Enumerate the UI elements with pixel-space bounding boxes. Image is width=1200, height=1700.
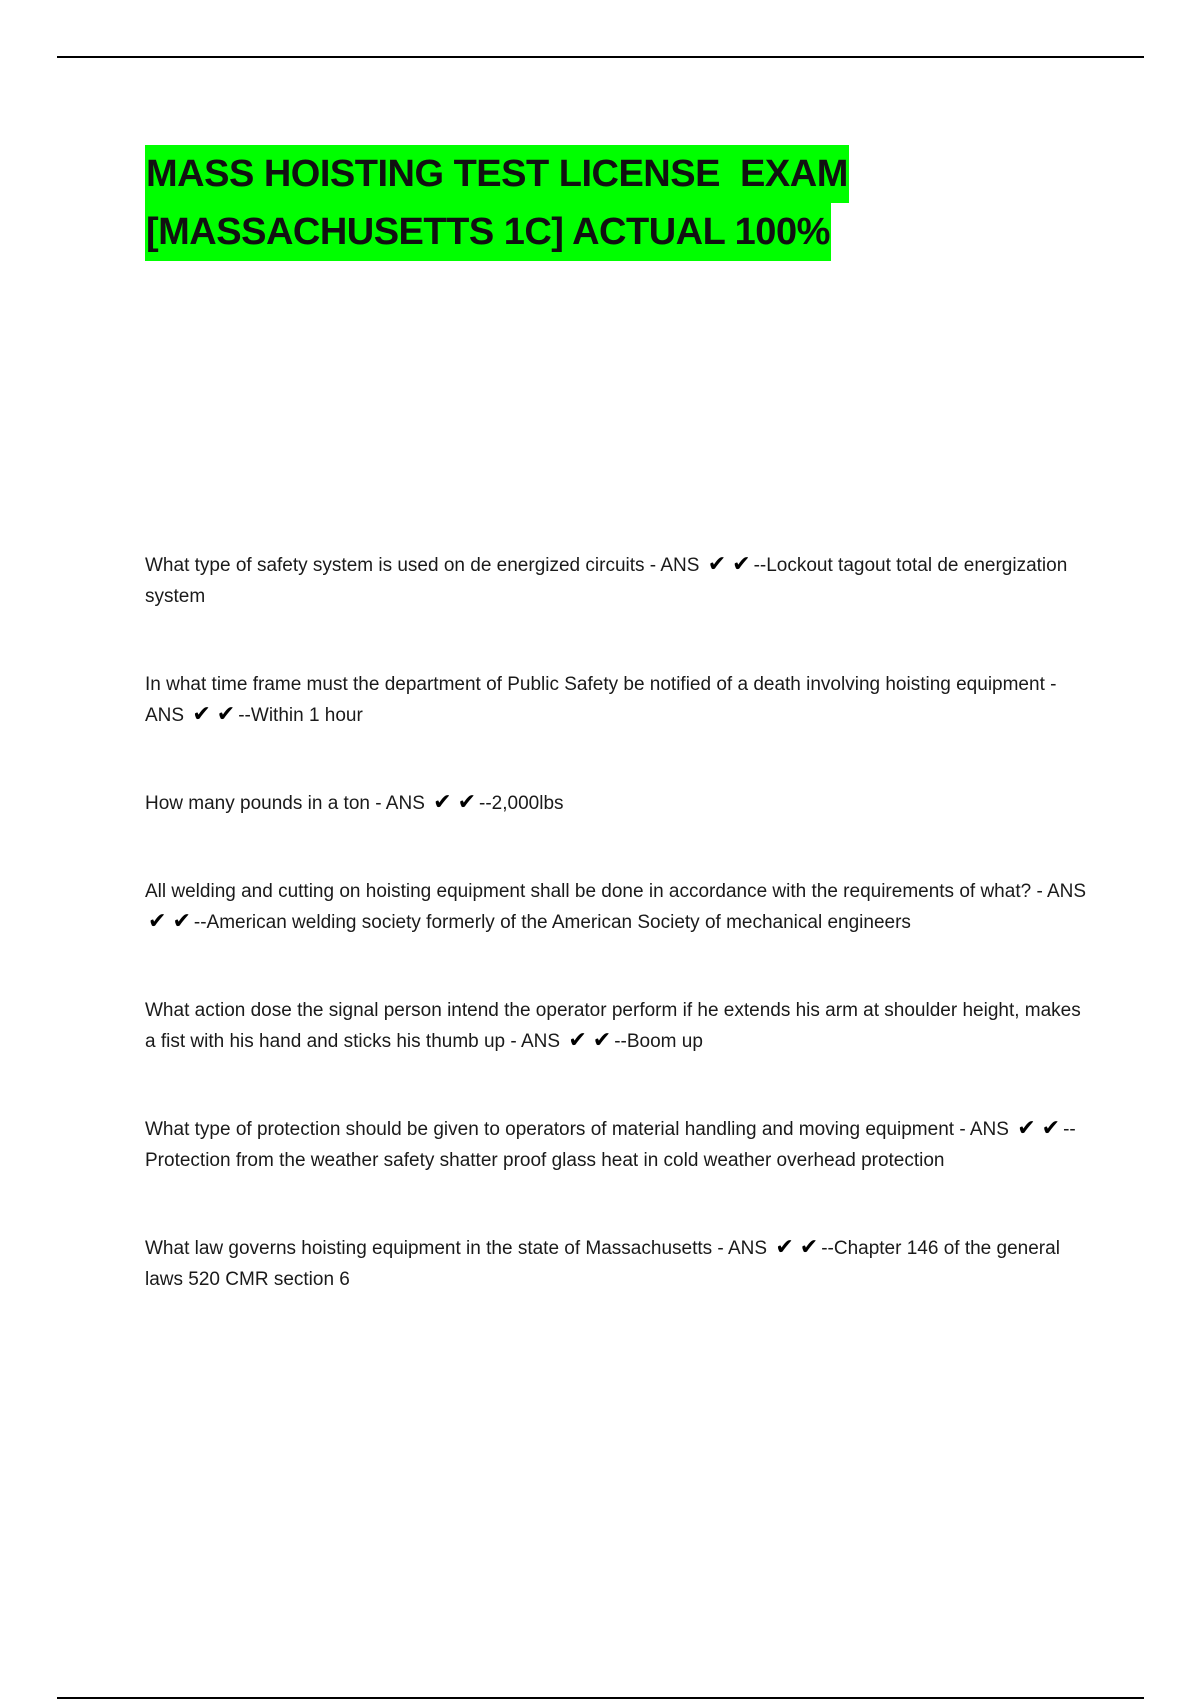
title-line-2: [MASSACHUSETTS 1C] ACTUAL 100% [145,203,831,261]
question-text: What type of safety system is used on de energized circuits - ANS [145,555,700,576]
question-text: What type of protection should be given to operators of material handling and moving equipment - ANS [145,1119,1009,1140]
qa-item [145,1233,1090,1295]
answer-text: --Within 1 hour [238,705,363,726]
check-icon: ✔ [775,1235,794,1260]
answer-text: --Chapter 146 of the general laws 520 CMR section 6 [145,1238,1060,1290]
footer-rule [57,1697,1144,1699]
qa-item [145,1114,1090,1176]
qa-list [145,550,1090,1295]
check-icon: ✔ [732,552,751,577]
question-text: In what time frame must the department of Public Safety be notified of a death involving hoisting equipment - ANS [145,674,1057,726]
title-line-1: MASS HOISTING TEST LICENSE EXAM [145,145,849,203]
answer-text: --Lockout tagout total de energization system [145,555,1068,607]
question-text: What law governs hoisting equipment in the state of Massachusetts - ANS [145,1238,768,1259]
answer-text: --2,000lbs [479,793,564,814]
check-icon: ✔ [1041,1116,1061,1141]
question-text: What action dose the signal person intend the operator perform if he extends his arm at shoulder height, makes a fist with his hand and sticks his thumb up - ANS [145,1000,1081,1052]
answer-text: --Boom up [614,1031,703,1052]
qa-item [145,550,1090,612]
header-rule [57,56,1144,58]
check-icon: ✔ [568,1028,587,1053]
check-icon: ✔ [457,790,477,815]
qa-item [145,669,1090,731]
question-text: All welding and cutting on hoisting equipment shall be done in accordance with the requirements of what? - ANS [145,881,1087,902]
answer-text: --Protection from the weather safety shatter proof glass heat in cold weather overhead protection [145,1119,1076,1171]
check-icon: ✔ [1017,1116,1036,1141]
check-icon: ✔ [707,552,727,577]
answer-text: --American welding society formerly of the American Society of mechanical engineers [193,912,911,933]
check-icon: ✔ [172,909,191,934]
qa-item [145,876,1090,938]
document-title [145,145,1045,261]
qa-item [145,995,1090,1057]
qa-item [145,788,1090,819]
question-text: How many pounds in a ton - ANS [145,793,425,814]
check-icon: ✔ [433,790,452,815]
check-icon: ✔ [216,702,236,727]
check-icon: ✔ [799,1235,819,1260]
check-icon: ✔ [148,909,167,934]
check-icon: ✔ [192,702,211,727]
check-icon: ✔ [592,1028,612,1053]
